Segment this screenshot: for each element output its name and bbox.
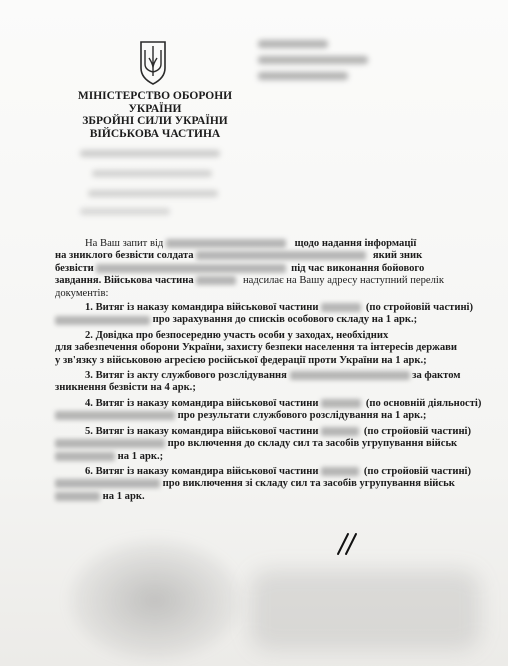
redacted-reference-line: [88, 190, 218, 197]
signature-mark: [334, 530, 360, 556]
redacted-field: [96, 264, 286, 273]
redacted-reference-line: [80, 208, 170, 215]
header-line-forces: ЗБРОЙНІ СИЛИ УКРАЇНИ: [82, 115, 228, 127]
redacted-field: [196, 276, 236, 285]
redacted-field: [55, 316, 150, 325]
redacted-addressee-line: [258, 40, 328, 48]
redacted-field: [290, 371, 410, 380]
redacted-field: [55, 492, 100, 501]
list-item: 4. Витяг із наказу командира військової частини (по основній діяльності) про результати службового розслідування на 1 арк.;: [55, 398, 475, 423]
redacted-field: [321, 427, 359, 436]
header-line-ministry: МІНІСТЕРСТВО ОБОРОНИ: [77, 90, 233, 102]
redacted-field: [321, 399, 361, 408]
intro-paragraph: На Ваш запит від щодо надання інформації на зниклого безвісти солдата який зник безвісти під час виконання бойового завдання. Військова частина надсилає на Вашу адресу наступний перелік документів:: [55, 238, 444, 299]
list-item: 5. Витяг із наказу командира військової частини (по стройовій частині) про включення до складу сил та засобів угрупування військ на 1 арк.;: [55, 426, 475, 463]
header-line-country: УКРАЇНИ: [128, 102, 182, 115]
redacted-signatory-block: [250, 570, 480, 650]
redacted-field: [55, 439, 165, 448]
redacted-field: [321, 303, 361, 312]
redacted-addressee-line: [258, 72, 348, 80]
list-item: 2. Довідка про безпосередню участь особи у заходах, необхідних для забезпечення оборони України, захисту безпеки населення та інтересів держави у зв'язку з військовою агресією російської федерації проти України на 1 арк.;: [55, 329, 457, 366]
redacted-field: [55, 452, 115, 461]
trident-emblem-icon: [135, 38, 171, 86]
redacted-addressee-line: [258, 56, 368, 64]
redacted-reference-line: [92, 170, 212, 177]
redacted-field: [321, 467, 359, 476]
institution-header: [70, 90, 240, 140]
header-line-unit: ВІЙСЬКОВА ЧАСТИНА: [89, 127, 221, 140]
redacted-reference-line: [80, 150, 220, 157]
redacted-field: [55, 411, 175, 420]
letter-body: [55, 238, 482, 503]
list-item: 1. Витяг із наказу командира військової частини (по стройовій частині) про зарахування до списків особового складу на 1 арк.;: [55, 302, 475, 327]
list-item: 3. Витяг із акту службового розслідування за фактом зникнення безвісти на 4 арк.;: [55, 370, 461, 394]
official-stamp: [70, 540, 240, 660]
redacted-field: [166, 239, 286, 248]
list-item: 6. Витяг із наказу командира військової частини (по стройовій частині) про виключення зі складу сил та засобів угрупування військ на 1 арк.: [55, 466, 475, 503]
redacted-field: [55, 479, 160, 488]
redacted-field: [196, 251, 366, 260]
